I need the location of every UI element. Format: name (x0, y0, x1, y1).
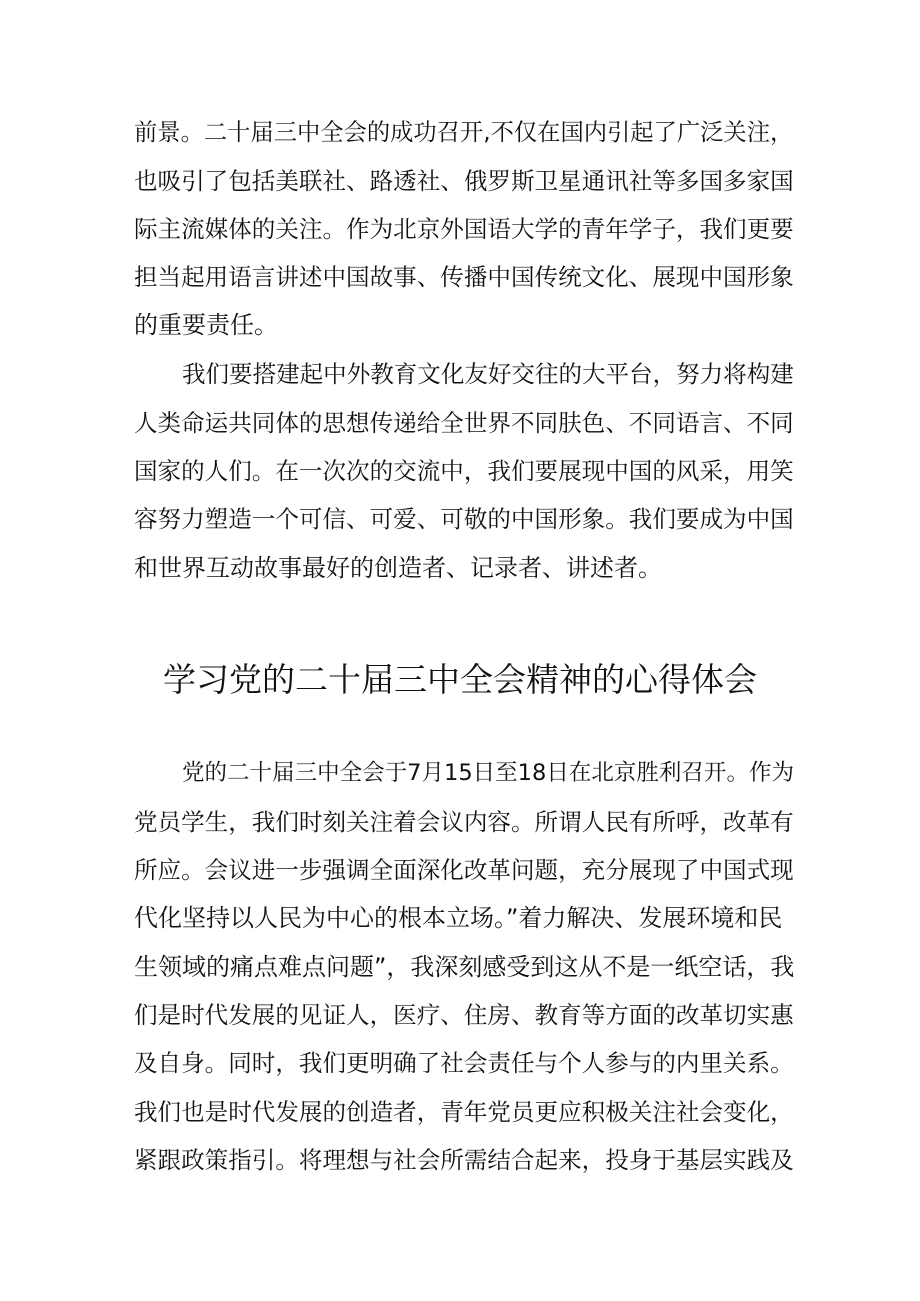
paragraph-1-line-2: 也吸引了包括美联社、路透社、俄罗斯卫星通讯社等多国多家国 (134, 167, 794, 195)
paragraph-2-line-4: 容努力塑造一个可信、可爱、可敬的中国形象。我们要成为中国 (134, 505, 794, 533)
paragraph-1-line-3: 际主流媒体的关注。作为北京外国语大学的青年学子，我们更要 (134, 215, 794, 243)
paragraph-3-line-8: 我们也是时代发展的创造者，青年党员更应积极关注社会变化， (134, 1098, 794, 1126)
paragraph-1-line-5: 的重要责任。 (134, 311, 278, 339)
paragraph-3-line-5: 生领域的痛点难点问题”，我深刻感受到这从不是一纸空话，我 (134, 953, 795, 981)
paragraph-2-line-3: 国家的人们。在一次次的交流中，我们要展现中国的风采，用笑 (134, 457, 794, 485)
paragraph-2-line-1: 我们要搭建起中外教育文化友好交往的大平台，努力将构建 (182, 360, 794, 388)
paragraph-2-line-2: 人类命运共同体的思想传递给全世界不同肤色、不同语言、不同 (134, 409, 794, 437)
section-title: 学习党的二十届三中全会精神的心得体会 (163, 660, 757, 699)
paragraph-2-line-5: 和世界互动故事最好的创造者、记录者、讲述者。 (134, 554, 662, 582)
paragraph-1-line-1: 前景。二十届三中全会的成功召开,不仅在国内引起了广泛关注， (134, 119, 794, 146)
paragraph-1-line-4: 担当起用语言讲述中国故事、传播中国传统文化、展现中国形象 (134, 263, 794, 291)
paragraph-3-line-9: 紧跟政策指引。将理想与社会所需结合起来，投身于基层实践及 (134, 1146, 794, 1174)
paragraph-3-line-6: 们是时代发展的见证人，医疗、住房、教育等方面的改革切实惠 (134, 1001, 794, 1029)
paragraph-3-line-4: 代化坚持以人民为中心的根本立场。”着力解决、发展环境和民 (134, 904, 783, 932)
paragraph-3-line-7: 及自身。同时，我们更明确了社会责任与个人参与的内里关系。 (134, 1049, 794, 1077)
paragraph-3-line-2: 党员学生，我们时刻关注着会议内容。所谓人民有所呼，改革有 (134, 808, 794, 836)
paragraph-3-line-3: 所应。会议进一步强调全面深化改革问题，充分展现了中国式现 (134, 856, 794, 884)
paragraph-3-line-1: 党的二十届三中全会于7月15日至18日在北京胜利召开。作为 (182, 760, 794, 786)
